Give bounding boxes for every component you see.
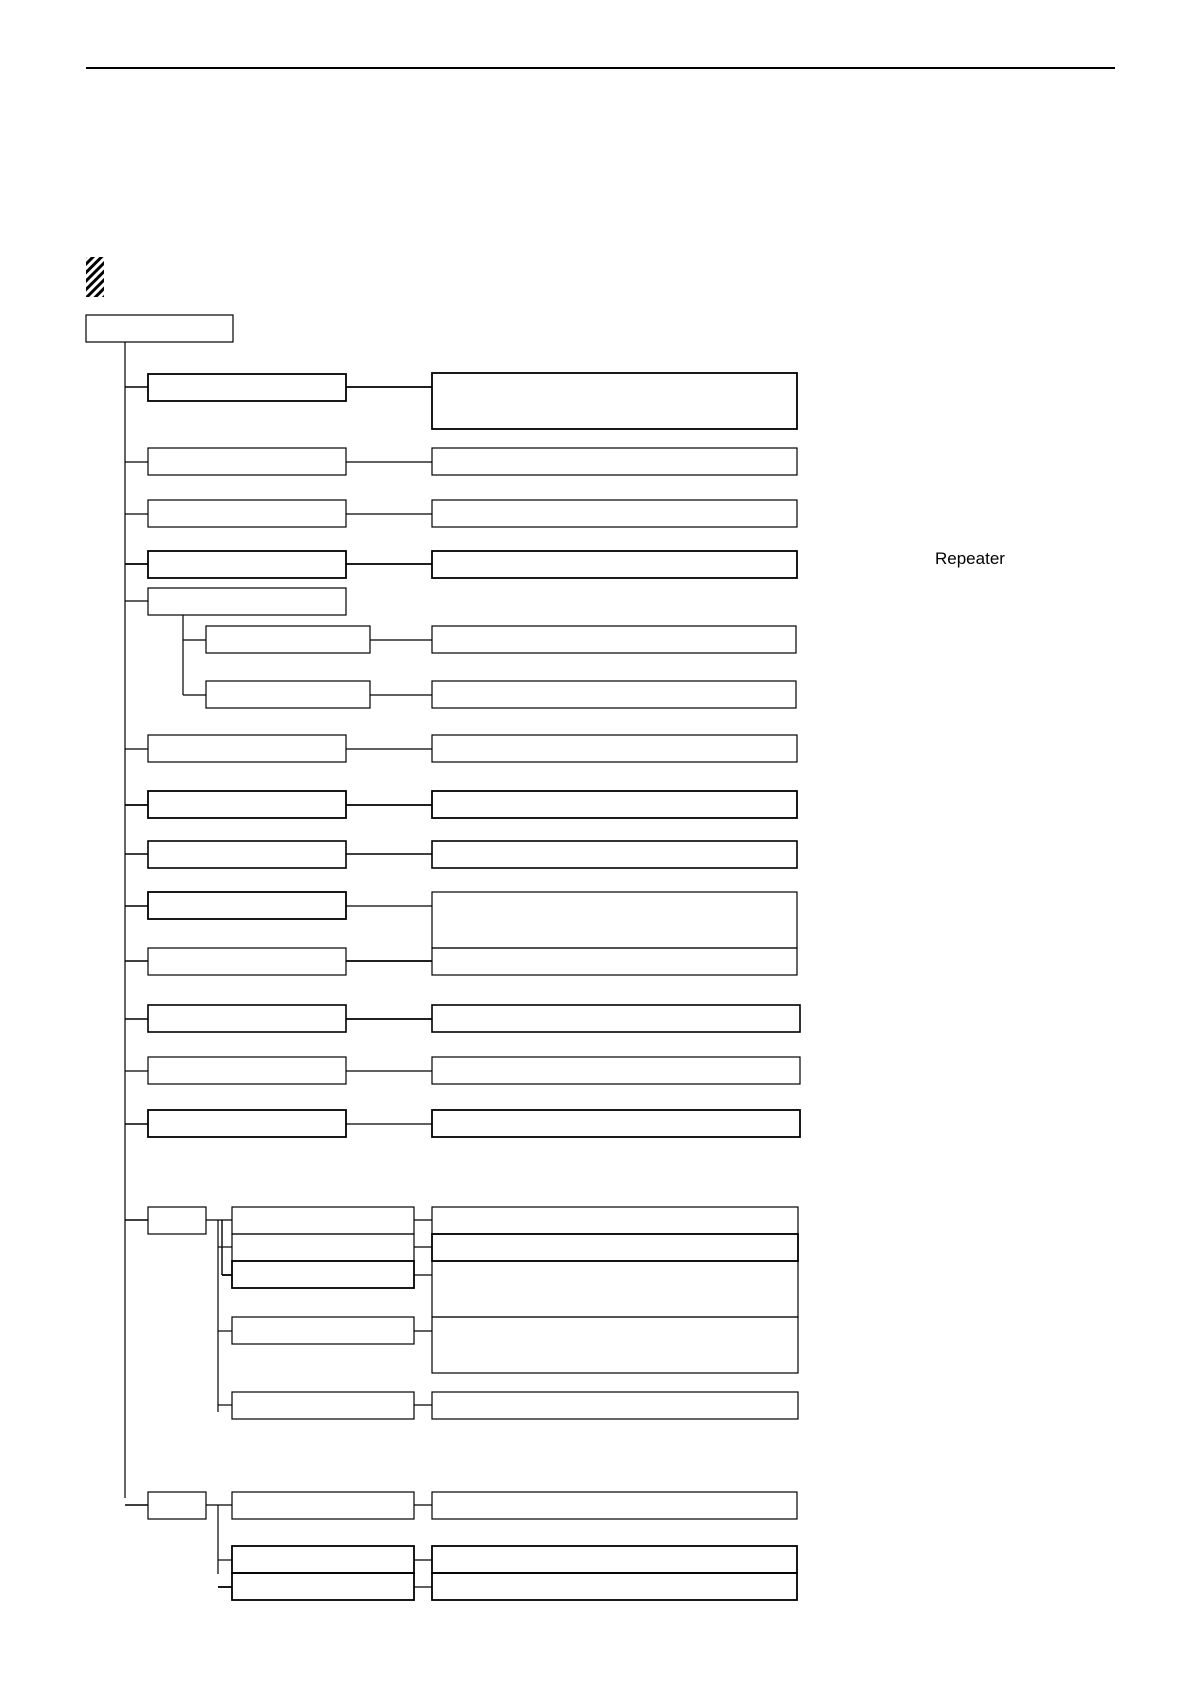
menu-item-box [148, 735, 346, 762]
value-box [432, 1317, 798, 1373]
menu-item-box [148, 448, 346, 475]
value-box [432, 1492, 797, 1519]
value-box [432, 373, 797, 429]
sub-item-box [232, 1234, 414, 1261]
menu-item-box [148, 841, 346, 868]
value-box [432, 1392, 798, 1419]
sub-item-box [232, 1261, 414, 1288]
sub-item-box [232, 1492, 414, 1519]
root-box [86, 315, 233, 342]
sub-item-box [232, 1207, 414, 1234]
sub-item-box [232, 1317, 414, 1344]
menu-item-box [148, 374, 346, 401]
sub-item-box [232, 1546, 414, 1573]
value-box [432, 841, 797, 868]
value-box [432, 448, 797, 475]
sub-item-box [232, 1392, 414, 1419]
group-box [148, 1492, 206, 1519]
value-box [432, 1234, 798, 1261]
value-box [432, 1573, 797, 1600]
menu-item-box [148, 1110, 346, 1137]
hatched-square-icon [86, 257, 104, 297]
value-box [432, 791, 797, 818]
value-box [432, 1057, 800, 1084]
value-box [432, 1261, 798, 1317]
menu-item-box [148, 500, 346, 527]
sub-item-box [206, 626, 370, 653]
menu-item-box [148, 1005, 346, 1032]
value-box [432, 681, 796, 708]
value-box [432, 1110, 800, 1137]
value-box [432, 948, 797, 975]
value-box [432, 735, 797, 762]
value-box [432, 500, 797, 527]
menu-item-box [148, 892, 346, 919]
group-box [148, 1207, 206, 1234]
menu-item-box [148, 551, 346, 578]
menu-item-box [148, 588, 346, 615]
value-box [432, 551, 797, 578]
value-box [432, 1207, 798, 1234]
value-box [432, 1005, 800, 1032]
value-box [432, 626, 796, 653]
tree-branches [125, 373, 800, 1600]
repeater-label: Repeater [935, 549, 1005, 568]
menu-item-box [148, 948, 346, 975]
menu-item-box [148, 1057, 346, 1084]
value-box [432, 892, 797, 948]
menu-item-box [148, 791, 346, 818]
sub-item-box [206, 681, 370, 708]
sub-item-box [232, 1573, 414, 1600]
value-box [432, 1546, 797, 1573]
